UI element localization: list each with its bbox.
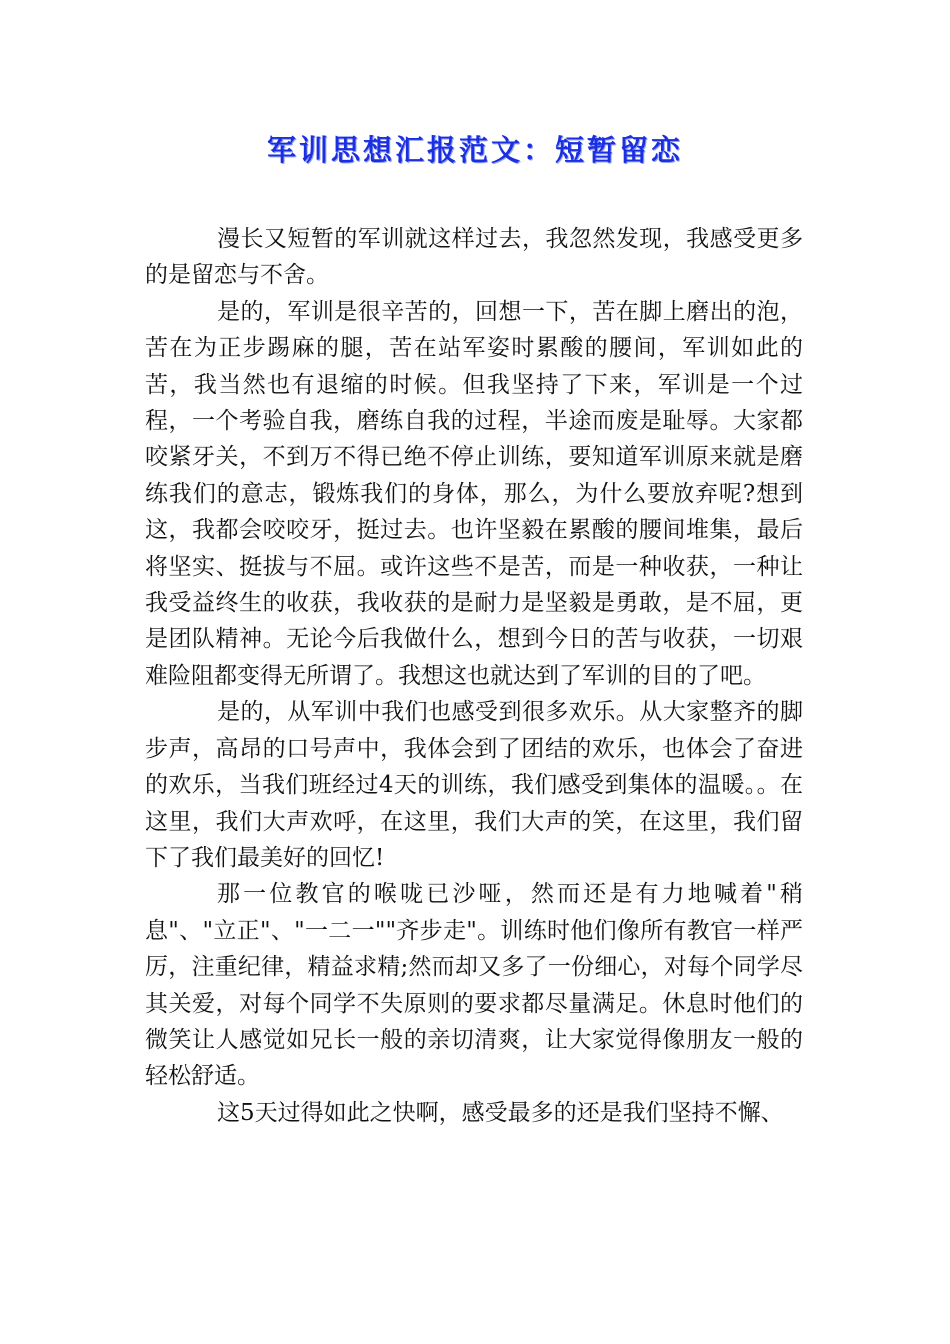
document-title: 军训思想汇报范文：短暂留恋	[266, 133, 683, 167]
paragraph-2: 是的，军训是很辛苦的，回想一下，苦在脚上磨出的泡，苦在为正步踢麻的腿，苦在站军姿时累酸的腰间，军训如此的苦，我当然也有退缩的时候。但我坚持了下来，军训是一个过程，一个考验自我，磨练自我的过程，半途而废是耻辱。大家都咬紧牙关，不到万不得已绝不停止训练，要知道军训原来就是磨练我们的意志，锻炼我们的身体，那么，为什么要放弃呢?想到这，我都会咬咬牙，挺过去。也许坚毅在累酸的腰间堆集，最后将坚实、挺拔与不屈。或许这些不是苦，而是一种收获，一种让我受益终生的收获，我收获的是耐力是坚毅是勇敢，是不屈，更是团队精神。无论今后我做什么，想到今日的苦与收获，一切艰难险阻都变得无所谓了。我想这也就达到了军训的目的了吧。	[145, 298, 803, 689]
paragraph-3: 是的，从军训中我们也感受到很多欢乐。从大家整齐的脚步声，高昂的口号声中，我体会到了团结的欢乐，也体会了奋进的欢乐，当我们班经过4天的训练，我们感受到集体的温暖。。在这里，我们大声欢呼，在这里，我们大声的笑，在这里，我们留下了我们最美好的回忆!	[145, 699, 803, 871]
paragraph-5: 这5天过得如此之快啊，感受最多的还是我们坚持不懈、	[217, 1099, 784, 1126]
paragraph-1: 漫长又短暂的军训就这样过去，我忽然发现，我感受更多的是留恋与不舍。	[145, 226, 803, 289]
document-body	[145, 221, 803, 1131]
paragraph-4: 那一位教官的喉咙已沙哑，然而还是有力地喊着"稍息"、"立正"、"一二一""齐步走"。训练时他们像所有教官一样严厉，注重纪律，精益求精;然而却又多了一份细心，对每个同学尽其关爱，对每个同学不失原则的要求都尽量满足。休息时他们的微笑让人感觉如兄长一般的亲切清爽，让大家觉得像朋友一般的轻松舒适。	[145, 881, 803, 1090]
